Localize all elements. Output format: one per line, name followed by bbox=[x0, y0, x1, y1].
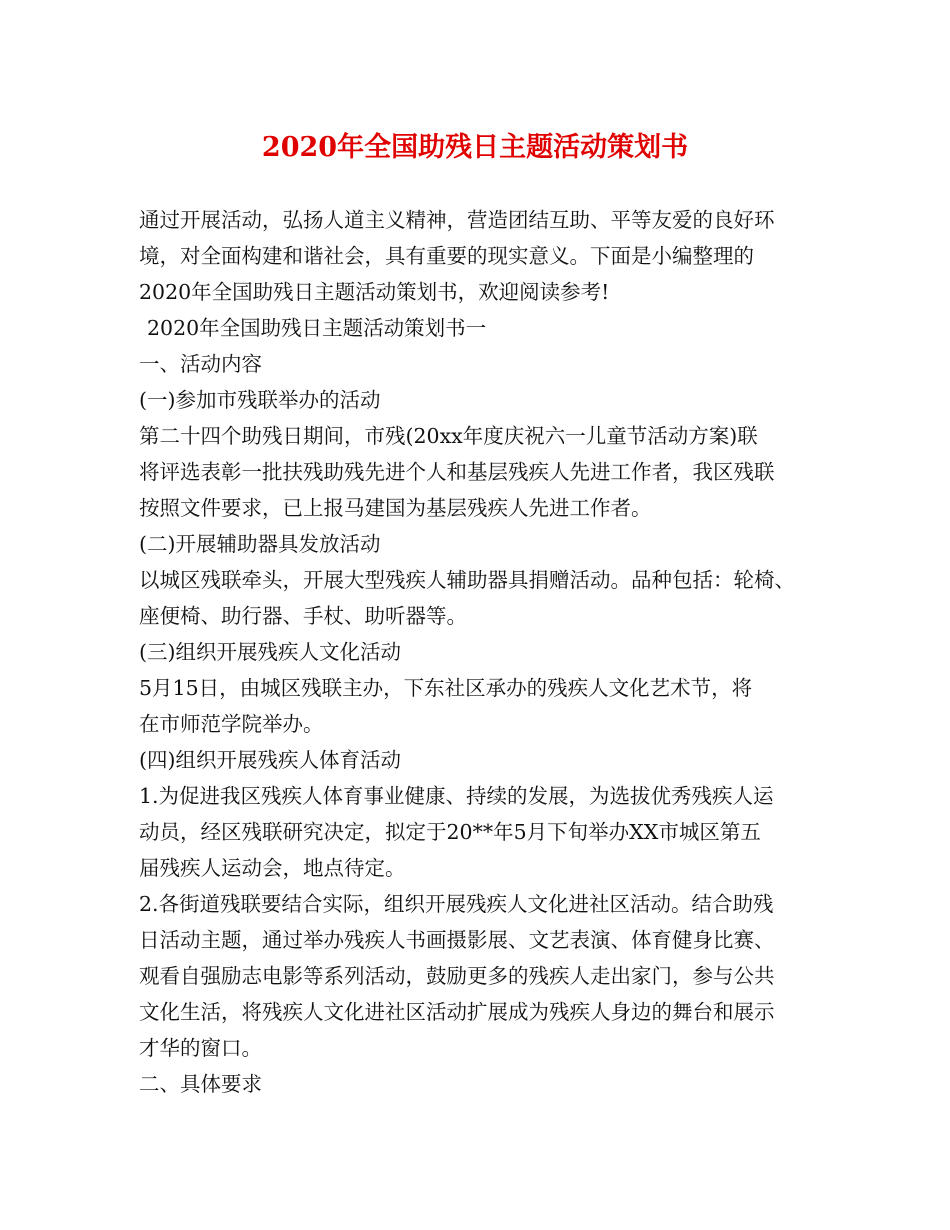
paragraph-line: 1.为促进我区残疾人体育事业健康、持续的发展，为选拔优秀残疾人运 bbox=[139, 784, 774, 808]
paragraph-line: 届残疾人运动会，地点待定。 bbox=[139, 856, 406, 880]
subsection-heading: (一)参加市残联举办的活动 bbox=[139, 388, 381, 412]
paragraph-line: 2020年全国助残日主题活动策划书，欢迎阅读参考! bbox=[139, 280, 610, 304]
paragraph-line: 动员，经区残联研究决定，拟定于20**年5月下旬举办XX市城区第五 bbox=[139, 820, 761, 844]
paragraph-line: 日活动主题，通过举办残疾人书画摄影展、文艺表演、体育健身比赛、 bbox=[139, 928, 775, 952]
paragraph-line: 5月15日，由城区残联主办，下东社区承办的残疾人文化艺术节，将 bbox=[139, 676, 753, 700]
paragraph-line: 在市师范学院举办。 bbox=[139, 712, 324, 736]
paragraph-line: 才华的窗口。 bbox=[139, 1036, 262, 1060]
paragraph-line: 以城区残联牵头，开展大型残疾人辅助器具捐赠活动。品种包括：轮椅、 bbox=[139, 568, 795, 592]
subsection-heading: (三)组织开展残疾人文化活动 bbox=[139, 640, 401, 664]
paragraph-line: 第二十四个助残日期间，市残(20xx年度庆祝六一儿童节活动方案)联 bbox=[139, 424, 758, 448]
paragraph-line: 2.各街道残联要结合实际，组织开展残疾人文化进社区活动。结合助残 bbox=[139, 892, 774, 916]
paragraph-line: 境，对全面构建和谐社会，具有重要的现实意义。下面是小编整理的 bbox=[139, 244, 754, 268]
document-title: 2020年全国助残日主题活动策划书 bbox=[261, 132, 689, 163]
paragraph-line: 文化生活，将残疾人文化进社区活动扩展成为残疾人身边的舞台和展示 bbox=[139, 1000, 775, 1024]
paragraph-line: 按照文件要求，已上报马建国为基层残疾人先进工作者。 bbox=[139, 496, 652, 520]
subsection-heading: (四)组织开展残疾人体育活动 bbox=[139, 748, 401, 772]
document-body bbox=[139, 202, 829, 1102]
subsection-heading: (二)开展辅助器具发放活动 bbox=[139, 532, 381, 556]
paragraph-line: 通过开展活动，弘扬人道主义精神，营造团结互助、平等友爱的良好环 bbox=[139, 208, 775, 232]
section-heading: 二、具体要求 bbox=[139, 1072, 262, 1096]
paragraph-line: 座便椅、助行器、手杖、助听器等。 bbox=[139, 604, 467, 628]
paragraph-line: 观看自强励志电影等系列活动，鼓励更多的残疾人走出家门，参与公共 bbox=[139, 964, 775, 988]
section-heading: 一、活动内容 bbox=[139, 352, 262, 376]
section-heading: 2020年全国助残日主题活动策划书一 bbox=[147, 316, 487, 340]
paragraph-line: 将评选表彰一批扶残助残先进个人和基层残疾人先进工作者，我区残联 bbox=[139, 460, 775, 484]
